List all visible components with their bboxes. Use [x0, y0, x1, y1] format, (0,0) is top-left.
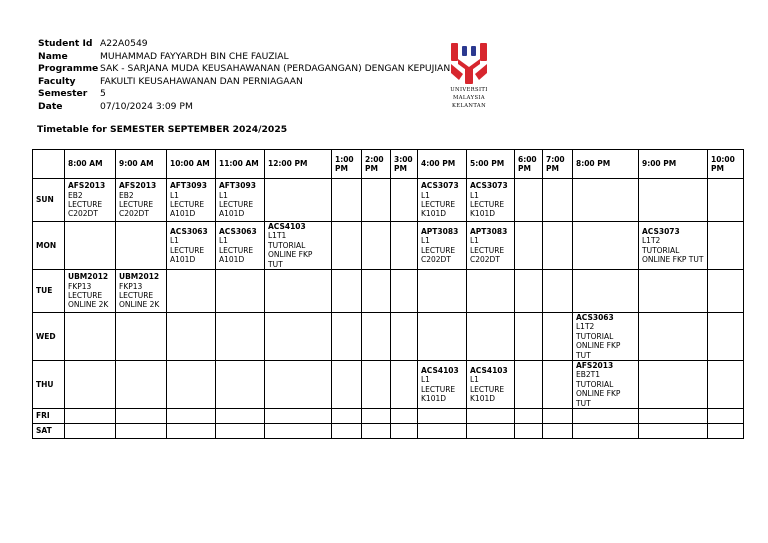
class-slot — [116, 179, 167, 222]
time-header: 1:00 PM — [332, 150, 362, 179]
time-header: 9:00 PM — [639, 150, 708, 179]
empty-slot — [332, 313, 362, 361]
class-type: LECTURE — [470, 245, 505, 255]
course-code: ACS4103 — [268, 222, 306, 231]
empty-slot — [65, 313, 116, 361]
class-type: LECTURE — [421, 245, 456, 255]
class-group: L1T2 — [642, 236, 661, 246]
class-venue: ONLINE FKP TUT — [268, 250, 313, 269]
empty-slot — [391, 222, 418, 270]
class-type: LECTURE — [68, 200, 103, 209]
empty-slot — [515, 313, 543, 361]
class-venue: C202DT — [119, 209, 149, 219]
name-label: Name — [38, 50, 68, 62]
course-code: APT3083 — [470, 226, 508, 236]
empty-slot — [639, 270, 708, 313]
empty-slot — [573, 270, 639, 313]
class-slot — [216, 179, 265, 222]
corner-cell — [33, 150, 65, 179]
empty-slot — [418, 270, 467, 313]
class-slot — [65, 179, 116, 222]
logo-text-kelantan: KELANTAN — [451, 103, 487, 110]
class-type: TUTORIAL — [642, 245, 680, 255]
empty-slot — [418, 409, 467, 424]
empty-slot — [573, 409, 639, 424]
empty-slot — [167, 361, 216, 409]
class-group: L1 — [219, 236, 228, 246]
empty-slot — [515, 179, 543, 222]
class-type: LECTURE — [470, 200, 505, 209]
empty-slot — [708, 361, 744, 409]
empty-slot — [167, 424, 216, 439]
class-type: LECTURE — [219, 200, 254, 209]
time-header: 8:00 PM — [573, 150, 639, 179]
student-id-row — [38, 38, 450, 51]
class-type: LECTURE — [68, 291, 103, 301]
empty-slot — [332, 424, 362, 439]
class-group: EB2 — [119, 190, 134, 200]
empty-slot — [467, 424, 515, 439]
course-code: AFS2013 — [119, 181, 157, 191]
class-slot — [167, 222, 216, 270]
empty-slot — [708, 270, 744, 313]
student-info — [38, 38, 450, 114]
student-id-value: A22A0549 — [100, 38, 148, 49]
day-row-tue — [33, 270, 744, 313]
timetable-title: Timetable for SEMESTER SEPTEMBER 2024/2025 — [37, 124, 288, 135]
class-slot — [573, 313, 639, 361]
empty-slot — [65, 409, 116, 424]
empty-slot — [332, 179, 362, 222]
time-header: 3:00 PM — [391, 150, 418, 179]
class-venue: K101D — [470, 209, 496, 219]
time-header: 12:00 PM — [265, 150, 332, 179]
empty-slot — [708, 424, 744, 439]
empty-slot — [332, 409, 362, 424]
timetable-grid — [32, 149, 744, 439]
course-code: ACS3073 — [642, 226, 680, 236]
empty-slot — [639, 179, 708, 222]
course-code: ACS3063 — [219, 226, 257, 236]
time-header: 9:00 AM — [116, 150, 167, 179]
class-venue: ONLINE FKP TUT — [642, 254, 704, 264]
empty-slot — [515, 222, 543, 270]
empty-slot — [515, 270, 543, 313]
programme-value: SAK - SARJANA MUDA KEUSAHAWANAN (PERDAGANGAN) DENGAN KEPUJIAN — [100, 63, 451, 75]
class-slot — [467, 222, 515, 270]
class-slot — [167, 179, 216, 222]
day-label: THU — [33, 361, 65, 409]
empty-slot — [418, 424, 467, 439]
semester-value: 5 — [100, 88, 106, 100]
class-slot — [216, 222, 265, 270]
day-row-fri — [33, 409, 744, 424]
time-header: 10:00 AM — [167, 150, 216, 179]
semester-row — [38, 88, 450, 101]
empty-slot — [216, 409, 265, 424]
empty-slot — [116, 424, 167, 439]
class-venue: ONLINE 2K — [119, 300, 160, 310]
class-type: TUTORIAL — [576, 379, 614, 389]
empty-slot — [639, 313, 708, 361]
time-header: 11:00 AM — [216, 150, 265, 179]
class-group: L1 — [421, 236, 430, 246]
class-type: LECTURE — [421, 384, 456, 394]
class-slot — [418, 179, 467, 222]
class-venue: C202DT — [470, 254, 500, 264]
day-label: FRI — [33, 409, 65, 424]
class-type: LECTURE — [421, 200, 456, 209]
empty-slot — [216, 424, 265, 439]
empty-slot — [708, 313, 744, 361]
empty-slot — [391, 361, 418, 409]
class-venue: K101D — [421, 393, 447, 403]
course-code: UBM2012 — [119, 272, 160, 282]
class-type: LECTURE — [470, 384, 505, 394]
class-type: LECTURE — [170, 245, 205, 255]
class-slot — [65, 270, 116, 313]
class-group: L1 — [219, 190, 228, 200]
logo-text-malaysia: MALAYSIA — [452, 95, 485, 102]
empty-slot — [362, 409, 391, 424]
day-row-mon — [33, 222, 744, 270]
empty-slot — [573, 222, 639, 270]
day-row-sun — [33, 179, 744, 222]
faculty-value: FAKULTI KEUSAHAWANAN DAN PERNIAGAAN — [100, 75, 303, 87]
empty-slot — [332, 361, 362, 409]
name-row — [38, 51, 450, 64]
class-group: L1 — [170, 190, 179, 200]
logo-text-universiti: UNIVERSITI — [450, 87, 488, 93]
name-value: MUHAMMAD FAYYARDH BIN CHE FAUZIAL — [100, 50, 289, 62]
empty-slot — [391, 179, 418, 222]
course-code: ACS3063 — [576, 313, 614, 323]
empty-slot — [467, 313, 515, 361]
class-slot — [116, 270, 167, 313]
time-header: 7:00 PM — [543, 150, 573, 179]
time-header: 10:00 PM — [708, 150, 744, 179]
day-label: WED — [33, 313, 65, 361]
day-label: SAT — [33, 424, 65, 439]
time-header: 5:00 PM — [467, 150, 515, 179]
date-value: 07/10/2024 3:09 PM — [100, 100, 193, 112]
empty-slot — [265, 409, 332, 424]
empty-slot — [362, 222, 391, 270]
empty-slot — [467, 409, 515, 424]
umk-emblem-icon — [445, 40, 493, 86]
empty-slot — [391, 424, 418, 439]
class-slot — [467, 361, 515, 409]
time-header: 6:00 PM — [515, 150, 543, 179]
student-id-label: Student Id — [38, 38, 93, 49]
faculty-row — [38, 76, 450, 89]
class-group: L1T1 — [268, 231, 287, 241]
course-code: AFS2013 — [68, 181, 106, 191]
empty-slot — [216, 270, 265, 313]
empty-slot — [167, 409, 216, 424]
empty-slot — [515, 361, 543, 409]
empty-slot — [391, 270, 418, 313]
course-code: AFT3093 — [170, 181, 207, 191]
empty-slot — [639, 424, 708, 439]
empty-slot — [418, 313, 467, 361]
course-code: ACS4103 — [421, 365, 459, 375]
empty-slot — [543, 222, 573, 270]
time-header: 8:00 AM — [65, 150, 116, 179]
empty-slot — [265, 361, 332, 409]
empty-slot — [543, 270, 573, 313]
empty-slot — [362, 424, 391, 439]
course-code: AFS2013 — [576, 361, 614, 371]
empty-slot — [362, 361, 391, 409]
class-type: LECTURE — [119, 200, 154, 209]
class-slot — [573, 361, 639, 409]
empty-slot — [543, 179, 573, 222]
class-type: LECTURE — [119, 291, 154, 301]
day-row-sat — [33, 424, 744, 439]
class-group: L1 — [470, 375, 479, 385]
empty-slot — [391, 409, 418, 424]
class-group: FKP13 — [119, 281, 143, 291]
class-group: L1 — [421, 375, 430, 385]
empty-slot — [265, 424, 332, 439]
programme-label: Programme — [38, 63, 99, 75]
empty-slot — [467, 270, 515, 313]
class-venue: C202DT — [421, 254, 451, 264]
empty-slot — [116, 361, 167, 409]
empty-slot — [543, 361, 573, 409]
class-slot — [418, 361, 467, 409]
empty-slot — [515, 409, 543, 424]
course-code: UBM2012 — [68, 272, 109, 282]
empty-slot — [216, 313, 265, 361]
class-venue: K101D — [470, 393, 496, 403]
empty-slot — [116, 409, 167, 424]
empty-slot — [708, 222, 744, 270]
time-header: 4:00 PM — [418, 150, 467, 179]
class-group: EB2T1 — [576, 370, 601, 380]
class-venue: C202DT — [68, 209, 98, 219]
class-group: L1T2 — [576, 322, 595, 332]
empty-slot — [116, 313, 167, 361]
empty-slot — [639, 361, 708, 409]
class-group: L1 — [170, 236, 179, 246]
class-group: L1 — [470, 190, 479, 200]
class-type: TUTORIAL — [268, 240, 306, 250]
day-row-wed — [33, 313, 744, 361]
class-venue: K101D — [421, 209, 447, 219]
class-venue: A101D — [219, 209, 245, 219]
empty-slot — [708, 179, 744, 222]
empty-slot — [573, 424, 639, 439]
class-group: L1 — [421, 190, 430, 200]
empty-slot — [543, 313, 573, 361]
empty-slot — [573, 179, 639, 222]
class-group: L1 — [470, 236, 479, 246]
class-venue: A101D — [170, 209, 196, 219]
empty-slot — [116, 222, 167, 270]
empty-slot — [543, 409, 573, 424]
course-code: ACS3073 — [421, 181, 459, 191]
class-slot — [639, 222, 708, 270]
empty-slot — [216, 361, 265, 409]
time-header: 2:00 PM — [362, 150, 391, 179]
header-row — [33, 150, 744, 179]
class-venue: ONLINE FKP TUT — [576, 341, 621, 360]
empty-slot — [362, 270, 391, 313]
empty-slot — [265, 179, 332, 222]
empty-slot — [265, 313, 332, 361]
class-type: LECTURE — [219, 245, 254, 255]
class-venue: ONLINE 2K — [68, 300, 109, 310]
empty-slot — [65, 361, 116, 409]
empty-slot — [332, 270, 362, 313]
empty-slot — [167, 313, 216, 361]
empty-slot — [391, 313, 418, 361]
class-venue: A101D — [170, 254, 196, 264]
faculty-label: Faculty — [38, 75, 76, 87]
class-slot — [467, 179, 515, 222]
course-code: ACS3063 — [170, 226, 208, 236]
course-code: APT3083 — [421, 226, 459, 236]
class-group: FKP13 — [68, 281, 92, 291]
empty-slot — [65, 222, 116, 270]
course-code: AFT3093 — [219, 181, 256, 191]
class-slot — [265, 222, 332, 270]
date-label: Date — [38, 100, 63, 112]
day-row-thu — [33, 361, 744, 409]
empty-slot — [332, 222, 362, 270]
empty-slot — [708, 409, 744, 424]
empty-slot — [65, 424, 116, 439]
empty-slot — [639, 409, 708, 424]
date-row — [38, 101, 450, 114]
empty-slot — [167, 270, 216, 313]
class-venue: A101D — [219, 254, 245, 264]
class-group: EB2 — [68, 190, 83, 200]
programme-row — [38, 63, 450, 76]
empty-slot — [362, 313, 391, 361]
empty-slot — [265, 270, 332, 313]
class-type: TUTORIAL — [576, 331, 614, 341]
empty-slot — [362, 179, 391, 222]
day-label: TUE — [33, 270, 65, 313]
university-logo — [445, 40, 493, 120]
class-venue: ONLINE FKP TUT — [576, 389, 621, 408]
class-slot — [418, 222, 467, 270]
empty-slot — [515, 424, 543, 439]
day-label: SUN — [33, 179, 65, 222]
course-code: ACS4103 — [470, 365, 508, 375]
class-type: LECTURE — [170, 200, 205, 209]
day-label: MON — [33, 222, 65, 270]
semester-label: Semester — [38, 88, 88, 100]
course-code: ACS3073 — [470, 181, 508, 191]
empty-slot — [543, 424, 573, 439]
